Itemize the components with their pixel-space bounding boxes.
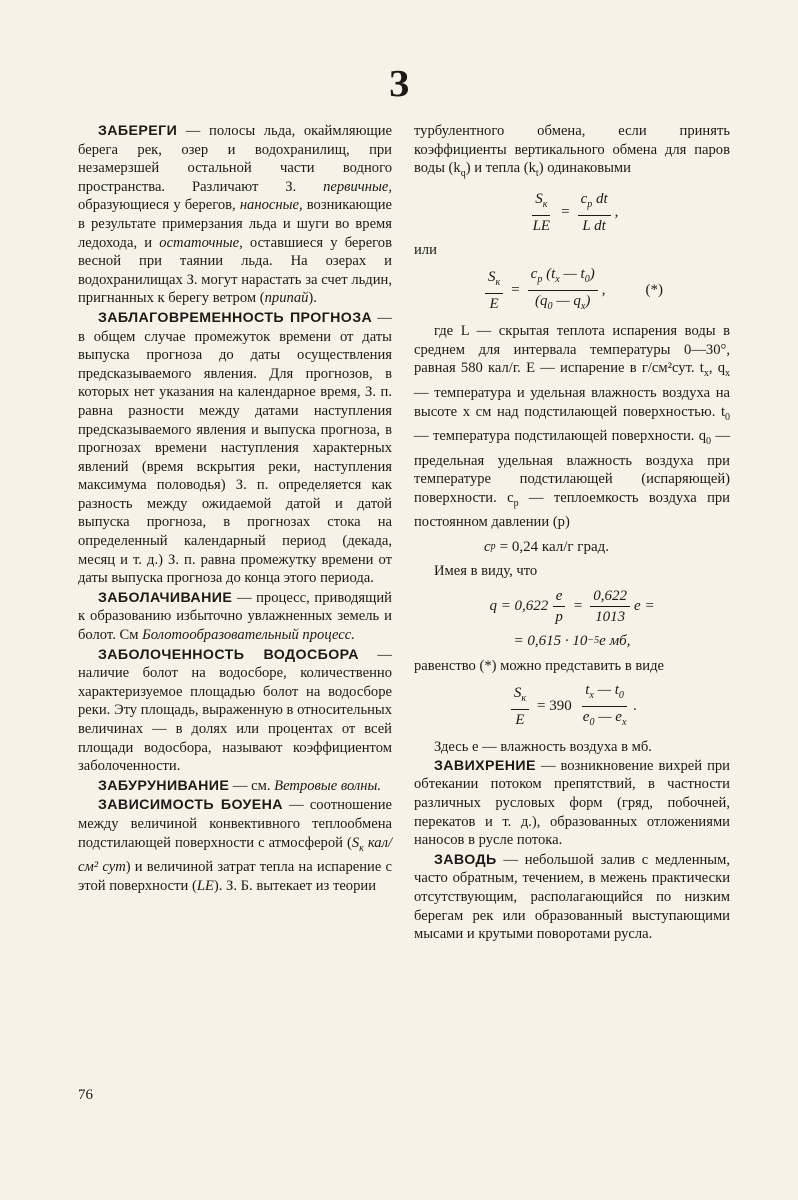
punctuation: .	[633, 698, 638, 715]
numerator-tail: dt	[592, 190, 608, 207]
formula-lhs: q = 0,622	[489, 598, 549, 615]
denominator: L dt	[582, 217, 606, 234]
formula-tail: e =	[634, 598, 655, 615]
section-letter: З	[388, 63, 410, 105]
formula-1	[414, 190, 730, 235]
entry-zaberegi	[78, 122, 392, 308]
entry-text: образующиеся у берегов,	[78, 197, 240, 214]
headword: ЗАБЕРЕГИ	[98, 123, 178, 139]
fraction	[578, 190, 611, 235]
entry-zabolachivanie	[78, 589, 392, 645]
headword: ЗАБЛАГОВРЕМЕННОСТЬ ПРОГНОЗА	[98, 309, 373, 326]
subscript: x	[703, 368, 709, 380]
subscript: 0	[589, 717, 595, 729]
subscript: к	[495, 277, 501, 289]
punctuation: ,	[601, 282, 606, 299]
entry-text: — наличие болот на водосборе, количественно характеризуемое площадью болот на водосборе реки. Эту площадь, выраженную в относительных величинах — в долях или процентах от всей площади водосбора, называют коэффициентом заболоченности.	[78, 646, 393, 775]
symbol: LE	[196, 877, 214, 894]
definitions-text	[414, 322, 730, 532]
text: — температура и удельная влажность воздуха на высоте x см над подстилающей поверхностью. t	[414, 384, 730, 420]
text: ) и тепла (k	[465, 160, 536, 177]
text: , q	[708, 360, 725, 377]
denominator: p	[555, 609, 563, 626]
or-text: или	[414, 241, 437, 258]
entry-text: возникающие в результате примерзания льда и шуги во время ледохода, и	[78, 197, 392, 251]
text: ) одинаковыми	[538, 160, 631, 177]
formula-value: = 0,24 кал/г град.	[499, 538, 609, 555]
fraction	[552, 587, 566, 626]
unit: кал/см² сут	[78, 834, 392, 876]
entry-text: — соотношение между величиной конвективного теплообмена подстилающей поверхности с атмосферой (	[78, 797, 392, 851]
entry-text: ). З. Б. вытекает из теории	[213, 877, 377, 894]
fraction	[485, 268, 503, 313]
numerator: S	[535, 190, 543, 207]
text: — температура подстилающей поверхности. q	[414, 428, 707, 445]
entry-zavihrenie	[414, 757, 730, 850]
headword: ЗАБОЛАЧИВАНИЕ	[98, 589, 233, 606]
formula-tail: e мб,	[599, 633, 631, 650]
entry-text: ).	[308, 290, 317, 307]
subscript: p	[537, 274, 543, 286]
formula-6	[414, 681, 730, 732]
given-text: Имея в виду, что	[434, 563, 538, 580]
numerator: S	[513, 685, 522, 702]
denominator: (q	[535, 293, 548, 310]
equals-sign: =	[511, 282, 520, 299]
entry-text: оставшиеся у берегов весной при таянии льда. На озерах и водохранилищах З. могут нарастать за счет льдин, пригнанных к берегу ветром (	[78, 234, 392, 307]
formula-2	[414, 265, 730, 316]
numerator-tail: — t	[593, 682, 619, 699]
entry-text: — процесс, приводящий к образованию избыточно увлажненных земель и болот. См	[78, 589, 392, 644]
numerator: c	[530, 266, 538, 283]
headword: ЗАБОЛОЧЕННОСТЬ ВОДОСБОРА	[98, 646, 359, 663]
entry-zavod	[414, 851, 730, 944]
symbol: c	[484, 538, 491, 555]
fraction	[511, 684, 529, 729]
entry-zaburunivanie	[78, 777, 392, 796]
entry-zabolochennost	[78, 646, 392, 776]
formula-5	[414, 632, 730, 651]
subscript: 0	[547, 301, 553, 313]
left-column	[78, 122, 392, 895]
right-column	[414, 122, 730, 944]
text: где L — скрытая теплота испарения воды в среднем для интервала температуры 0—30°, равная 580 кал/г. E — испарение в г/см²сут. t	[414, 323, 730, 377]
fraction	[530, 190, 554, 235]
entry-text: — см.	[229, 777, 275, 794]
subscript: к	[542, 198, 548, 210]
numerator: e	[553, 587, 566, 607]
denominator: LE	[532, 217, 551, 234]
headword: ЗАВОДЬ	[434, 851, 497, 868]
subscript: p	[490, 540, 496, 552]
entry-text: — небольшой залив с медленным, часто обратным, течением, в межень практически отсутствующим, располагающийся по низким берегам рек или образованный выступающими мысами и крутыми поворотами русла.	[414, 851, 730, 943]
numerator-tail: — t	[559, 266, 585, 283]
equals-sign: =	[561, 203, 570, 220]
text: турбулентного обмена, если принять коэффициенты вертикального обмена для паров воды (k	[414, 123, 730, 177]
subscript: x	[621, 717, 627, 729]
denominator: e	[582, 709, 590, 726]
page-number: 76	[78, 1087, 93, 1103]
fraction	[580, 681, 630, 732]
subscript: p	[513, 497, 519, 509]
entry-text: — в общем случае промежуток времени от даты выпуска прогноза до даты осуществления предсказываемого явления. Для прогнозов, в которых нет указания на календарное время, З. п. равна разности между датами наступления предсказываемого явления и выпуска прогноза, в прогнозах времени наступления характерных явлений (время вскрытия реки, наступления максимума половодья) З. п. определяется как разность между ожидаемой датой и датой выпуска прогноза, в прогнозах стока на определенный календарный период (декада, месяц и т. д.) З. п. равна промежутку времени от даты выпуска прогноза до конца этого периода.	[78, 309, 392, 587]
italic-term: наносные,	[239, 197, 303, 214]
headword: ЗАБУРУНИВАНИЕ	[98, 777, 230, 794]
equals-sign: =	[573, 598, 583, 615]
equation-text: равенство (*) можно представить в виде	[414, 657, 664, 674]
numerator: S	[488, 269, 496, 286]
fraction	[528, 265, 598, 316]
subscript: 0	[584, 274, 590, 286]
formula-3	[414, 538, 730, 557]
denominator-tail: — e	[594, 709, 622, 726]
denominator-tail: )	[585, 293, 591, 310]
entry-zavisimost-bouena	[78, 796, 392, 895]
subscript: x	[589, 690, 594, 702]
denominator-tail: — q	[552, 293, 581, 310]
subscript: 0	[618, 690, 624, 702]
formula-expression: = 0,615 · 10	[513, 633, 588, 650]
subscript: x	[580, 301, 586, 313]
fraction	[590, 587, 630, 626]
entry-text: ) и величиной затрат тепла на испарение с этой поверхности (	[78, 859, 392, 894]
humidity-note: Здесь e — влажность воздуха в мб.	[434, 739, 652, 756]
numerator: c	[580, 190, 588, 207]
cross-reference: Ветровые волны.	[274, 777, 382, 794]
text: — предельная удельная влажность воздуха при температуре подстилающей (испаряющей) поверхности. c	[414, 428, 730, 506]
entry-text: — полосы льда, окаймляющие берега рек, озер и водохранилищ, при незамерзшей остальной части водного пространства. Различают З.	[78, 123, 392, 195]
continuation-text	[414, 122, 730, 184]
subscript: t	[535, 168, 539, 180]
denominator: E	[489, 296, 499, 313]
denominator: E	[515, 712, 525, 729]
symbol: S	[351, 834, 360, 851]
headword: ЗАВИСИМОСТЬ БОУЕНА	[98, 797, 283, 814]
subscript: x	[725, 368, 730, 380]
text: — теплоемкость воздуха при постоянном давлении (p)	[414, 489, 730, 531]
equation-marker: (*)	[645, 282, 663, 299]
numerator: t	[585, 682, 590, 699]
cross-reference: Болотообразовательный процесс.	[142, 627, 355, 644]
formula-coefficient: = 390	[537, 698, 572, 715]
numerator-tail: (t	[542, 266, 556, 283]
subscript: p	[587, 198, 593, 210]
subscript: к	[521, 693, 527, 705]
italic-term: припай	[264, 290, 309, 307]
italic-term: первичные,	[323, 178, 392, 195]
subscript: к	[359, 842, 364, 854]
superscript: −5	[587, 635, 600, 647]
formula-4	[414, 587, 730, 626]
subscript: 0	[706, 435, 712, 447]
entry-text: — возникновение вихрей при обтекании потоком препятствий, в частности различных русловых форм (гряд, побочней, перекатов и т. д.), образованных отложениями наносов в русле потока.	[414, 757, 730, 849]
italic-term: остаточные,	[159, 234, 243, 251]
subscript: x	[555, 274, 560, 286]
headword: ЗАВИХРЕНИЕ	[434, 757, 536, 774]
numerator-tail: )	[589, 266, 595, 283]
subscript: q	[460, 168, 466, 180]
subscript: 0	[725, 411, 730, 423]
punctuation: ,	[614, 203, 619, 220]
numerator: 0,622	[590, 587, 630, 607]
entry-zablagovremennost	[78, 309, 392, 588]
denominator: 1013	[595, 609, 626, 626]
